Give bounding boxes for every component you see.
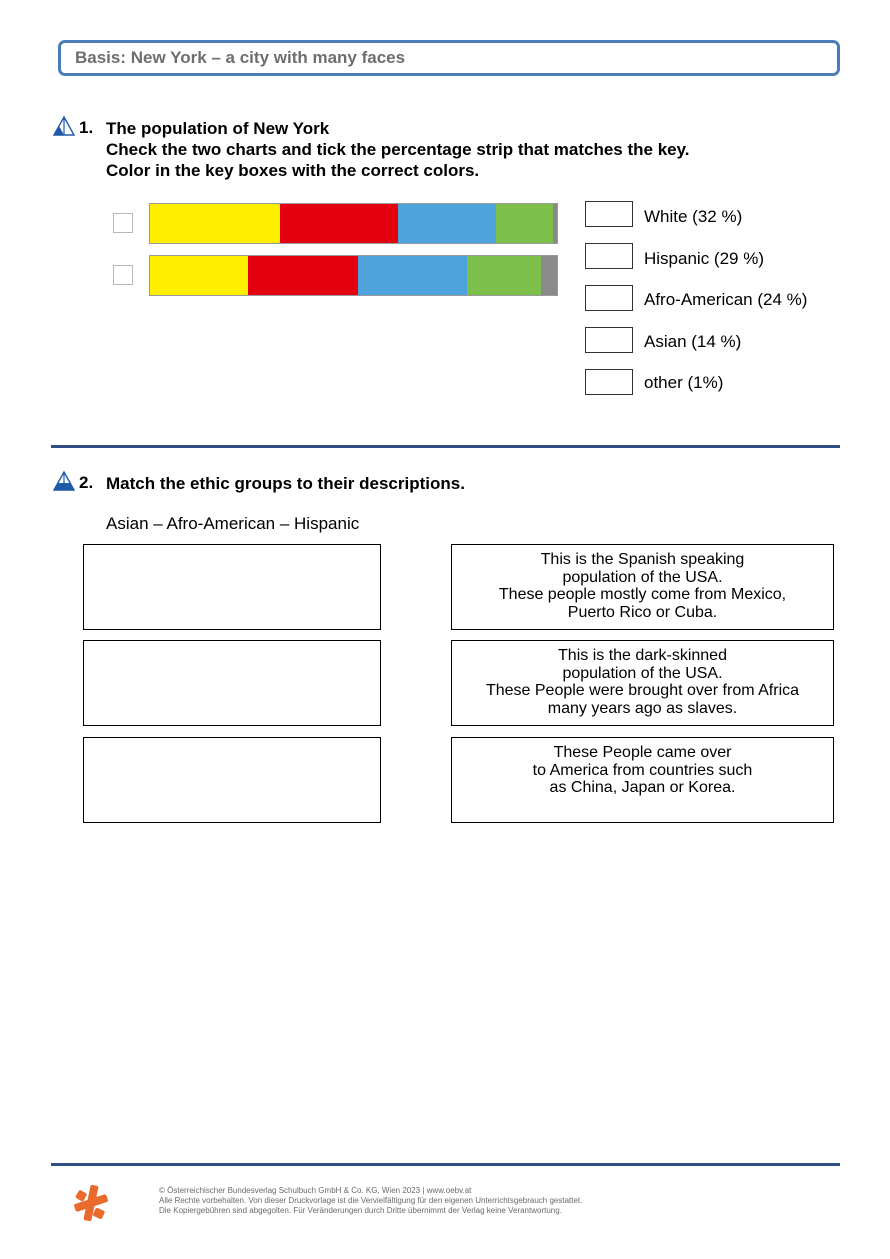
description-box-afro-american <box>451 640 834 726</box>
strip-2-segment-other <box>541 256 557 295</box>
key-label-white: White (32 %) <box>644 207 743 226</box>
page-title-box <box>58 40 840 76</box>
footer-line: Die Kopiergebühren sind abgegolten. Für Veränderungen durch Dritte übernimmt der Verlag keine Verantwortung. <box>159 1206 562 1215</box>
task1-instruction-2: Check the two charts and tick the percentage strip that matches the key. <box>106 140 690 159</box>
description-line: These People came over <box>553 744 732 761</box>
task1-number: 1. <box>79 118 94 137</box>
strip-2-checkbox[interactable] <box>113 265 133 285</box>
strip-1-segment-white <box>150 204 280 243</box>
key-label-hispanic: Hispanic (29 %) <box>644 249 764 268</box>
description-line: Puerto Rico or Cuba. <box>567 603 718 621</box>
strip-2-segment-afro-american <box>358 256 468 295</box>
task2-number: 2. <box>79 473 94 492</box>
strip-1-segment-asian <box>496 204 553 243</box>
strip-2-segment-hispanic <box>248 256 358 295</box>
strip-2-segment-asian <box>467 256 540 295</box>
footer-divider <box>51 1163 840 1166</box>
percentage-strip-2 <box>149 255 558 296</box>
strip-1-segment-afro-american <box>398 204 496 243</box>
level-pyramid-icon <box>53 116 75 136</box>
key-color-box-other[interactable] <box>585 369 633 395</box>
key-color-box-asian[interactable] <box>585 327 633 353</box>
task1-instructions <box>106 118 690 181</box>
footer-line: © Österreichischer Bundesverlag Schulbuch GmbH & Co. KG, Wien 2023 | www.oebv.at <box>159 1186 472 1195</box>
percentage-strip-1 <box>149 203 558 244</box>
word-bank: Asian – Afro-American – Hispanic <box>106 514 360 533</box>
description-box-asian <box>451 737 834 823</box>
key-color-box-afro-american[interactable] <box>585 285 633 311</box>
description-line: These People were brought over from Africa <box>485 682 800 699</box>
strip-1-segment-hispanic <box>280 204 398 243</box>
task1-heading: The population of New York <box>106 119 330 138</box>
answer-box-3[interactable] <box>83 737 381 823</box>
key-label-other: other (1%) <box>644 373 724 392</box>
page-title: Basis: New York – a city with many faces <box>75 48 406 67</box>
key-color-box-hispanic[interactable] <box>585 243 633 269</box>
description-line: to America from countries such <box>532 761 753 779</box>
description-line: This is the dark-skinned <box>558 647 727 664</box>
strip-2-segment-white <box>150 256 248 295</box>
key-color-box-white[interactable] <box>585 201 633 227</box>
description-line: These people mostly come from Mexico, <box>498 586 787 603</box>
description-line: as China, Japan or Korea. <box>549 779 736 796</box>
description-line: This is the Spanish speaking <box>540 551 745 568</box>
description-line: many years ago as slaves. <box>547 699 738 717</box>
answer-box-2[interactable] <box>83 640 381 726</box>
copyright-notice <box>159 1186 582 1216</box>
section-divider <box>51 445 840 448</box>
answer-box-1[interactable] <box>83 544 381 630</box>
description-line: population of the USA. <box>562 664 723 682</box>
strip-1-checkbox[interactable] <box>113 213 133 233</box>
description-line: population of the USA. <box>562 568 723 586</box>
footer-line: Alle Rechte vorbehalten. Von dieser Druckvorlage ist die Vervielfältigung für den eigenen Unterrichtsgebrauch gestattet. <box>159 1196 583 1205</box>
publisher-logo-icon <box>72 1183 110 1223</box>
task2-instruction: Match the ethic groups to their descriptions. <box>106 474 465 493</box>
level-pyramid-icon-2 <box>53 471 75 491</box>
task1-instruction-3: Color in the key boxes with the correct colors. <box>106 161 480 180</box>
key-label-afro-american: Afro-American (24 %) <box>644 290 808 309</box>
key-label-asian: Asian (14 %) <box>644 332 742 351</box>
strip-1-segment-other <box>553 204 557 243</box>
description-box-hispanic <box>451 544 834 630</box>
